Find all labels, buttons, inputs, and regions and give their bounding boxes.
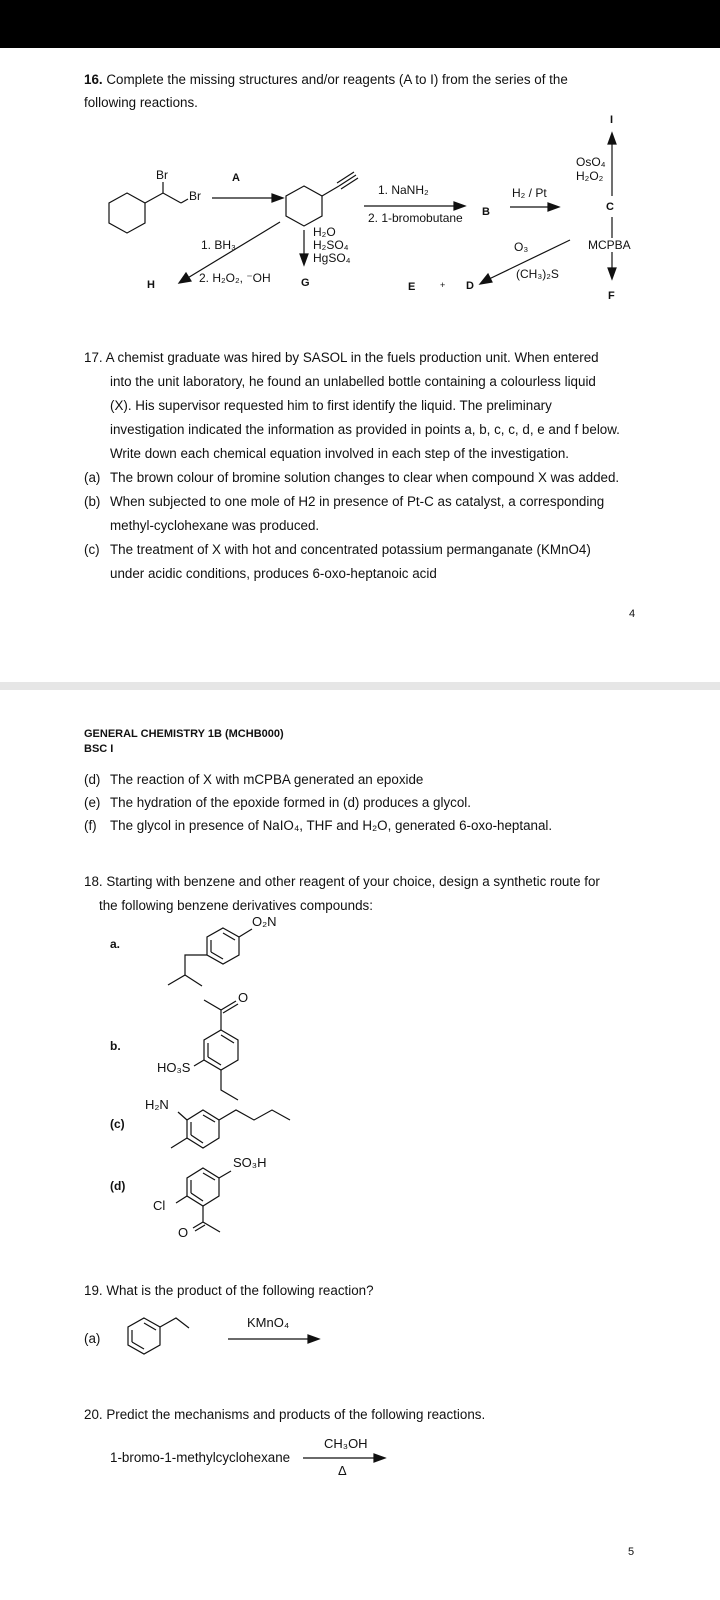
reagent-me2s: (CH₃)₂S <box>516 267 559 281</box>
q17-c-text1: The treatment of X with hot and concentrated potassium permanganate (KMnO4) <box>110 542 591 557</box>
letter-e: E <box>408 281 416 293</box>
q17-d-label: (d) <box>84 772 101 787</box>
reagent-h2pt: H₂ / Pt <box>512 186 547 200</box>
letter-h: H <box>147 279 155 291</box>
q17-c-label: (c) <box>84 542 100 557</box>
reagent-nanh2: 1. NaNH₂ <box>378 183 429 197</box>
b-oxygen-label: O <box>238 990 249 1005</box>
reagent-h2o2: H₂O₂ <box>576 169 604 183</box>
reagent-mcpba: MCPBA <box>588 238 631 252</box>
sm-br1-label: Br <box>156 168 168 182</box>
letter-a: A <box>232 172 240 184</box>
b-ho3s-label: HO₃S <box>157 1060 191 1075</box>
reagent-hgso4: HgSO₄ <box>313 251 351 265</box>
letter-g: G <box>301 277 310 289</box>
q17-c-text2: under acidic conditions, produces 6-oxo-heptanoic acid <box>110 566 437 581</box>
d-so3h-label: SO₃H <box>233 1155 267 1170</box>
q17-b-text1: When subjected to one mole of H2 in presence of Pt-C as catalyst, a corresponding <box>110 494 605 509</box>
letter-b: B <box>482 206 490 218</box>
q17-intro-line4: investigation indicated the information as provided in points a, b, c, c, d, e and f below. <box>110 422 620 437</box>
d-cl-label: Cl <box>153 1198 166 1213</box>
q20-question: 20. Predict the mechanisms and products of the following reactions. <box>84 1407 486 1422</box>
q19-kmno4-label: KMnO₄ <box>247 1315 290 1330</box>
q18-line2: the following benzene derivatives compounds: <box>99 898 373 913</box>
q19-a-label: (a) <box>84 1331 101 1346</box>
q17-intro-line2: into the unit laboratory, he found an unlabelled bottle containing a colourless liquid <box>110 374 596 389</box>
plus-sign: + <box>440 280 446 290</box>
q18-a-label: a. <box>110 937 121 951</box>
program-header: BSC I <box>84 743 114 755</box>
letter-f: F <box>608 290 615 302</box>
q17-b-label: (b) <box>84 494 101 509</box>
q16-line2: following reactions. <box>84 95 198 110</box>
q17-intro-line1: 17. A chemist graduate was hired by SASOL in the fuels production unit. When entered <box>84 350 599 365</box>
letter-d: D <box>466 280 474 292</box>
q20-arrow-head <box>374 1454 385 1462</box>
page-number-5: 5 <box>628 1546 635 1558</box>
letter-c: C <box>606 201 614 213</box>
letter-i: I <box>610 114 614 126</box>
d-oxygen-label: O <box>178 1225 189 1240</box>
q17-e-text: The hydration of the epoxide formed in (d) produces a glycol. <box>110 795 472 810</box>
q17-a-label: (a) <box>84 470 101 485</box>
q19-arrow-head <box>308 1335 319 1343</box>
q18-line1: 18. Starting with benzene and other reagent of your choice, design a synthetic route for <box>84 874 600 889</box>
reagent-bromobutane: 2. 1-bromobutane <box>368 211 463 225</box>
reagent-oso4: OsO₄ <box>576 155 606 169</box>
reagent-h2so4: H₂SO₄ <box>313 238 349 252</box>
q17-intro-line3: (X). His supervisor requested him to first identify the liquid. The preliminary <box>110 398 552 413</box>
q17-a-text: The brown colour of bromine solution changes to clear when compound X was added. <box>110 470 620 485</box>
q17-b-text2: methyl-cyclohexane was produced. <box>110 518 320 533</box>
q17-intro-line5: Write down each chemical equation involved in each step of the investigation. <box>110 446 570 461</box>
reagent-bh3: 1. BH₃ <box>201 238 236 252</box>
q17-e-label: (e) <box>84 795 101 810</box>
q17-d-text: The reaction of X with mCPBA generated an epoxide <box>110 772 424 787</box>
sm-br2-label: Br <box>189 189 201 203</box>
q17-f-label: (f) <box>84 818 97 833</box>
reagent-o3: O₃ <box>514 240 529 254</box>
q18-c-label: (c) <box>110 1117 125 1131</box>
q17-f-text: The glycol in presence of NaIO₄, THF and H₂O, generated 6-oxo-heptanal. <box>110 818 553 833</box>
q20-heat-symbol: Δ <box>338 1463 347 1478</box>
c-h2n-label: H₂N <box>145 1097 169 1112</box>
q18-d-label: (d) <box>110 1179 126 1193</box>
page-number-4: 4 <box>629 608 636 620</box>
a-o2n-label: O₂N <box>252 914 277 929</box>
course-header: GENERAL CHEMISTRY 1B (MCHB000) <box>84 728 284 740</box>
q16-text1: Complete the missing structures and/or reagents (A to I) from the series of the <box>106 72 568 87</box>
reagent-h2o2-oh: 2. H₂O₂, ⁻OH <box>199 271 271 285</box>
reagent-h2o: H₂O <box>313 225 336 239</box>
q16-number: 16. <box>84 72 103 87</box>
q18-b-label: b. <box>110 1039 121 1053</box>
q20-reactant: 1-bromo-1-methylcyclohexane <box>110 1450 291 1465</box>
q19-question: 19. What is the product of the following reaction? <box>84 1283 374 1298</box>
q20-reagent-ch3oh: CH₃OH <box>324 1436 368 1451</box>
